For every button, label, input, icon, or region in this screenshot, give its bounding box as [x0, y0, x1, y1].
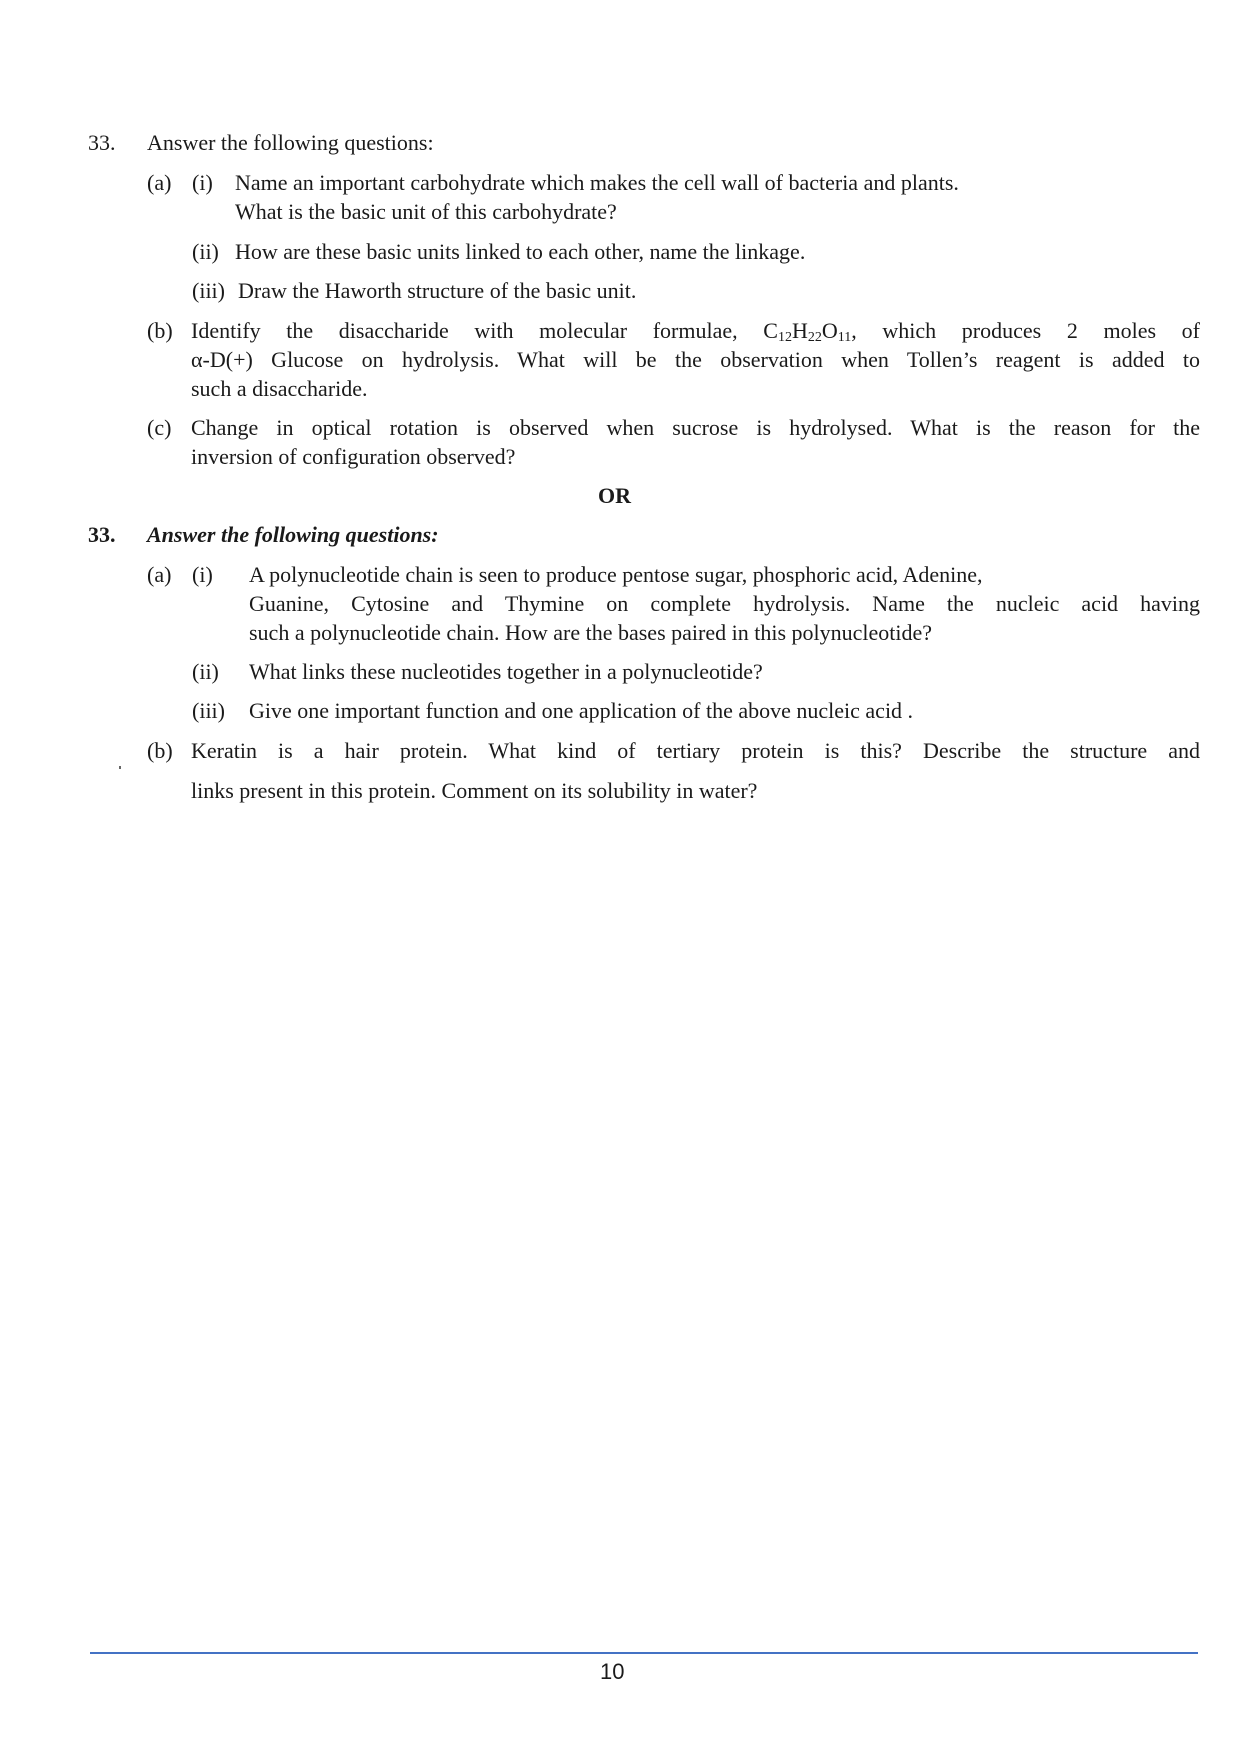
question-text: Name an important carbohydrate which makes the cell wall of bacteria and plants. — [235, 170, 959, 195]
question-text: Draw the Haworth structure of the basic unit. — [238, 278, 637, 303]
question-text: Guanine, Cytosine and Thymine on complete hydrolysis. Name the nucleic acid having — [249, 591, 1200, 616]
molecular-formula — [763, 318, 851, 343]
part-label: (b) — [147, 318, 173, 343]
part-label: (a) — [147, 562, 172, 587]
element-symbol: H — [791, 318, 808, 343]
element-symbol: O — [821, 318, 838, 343]
question-text: How are these basic units linked to each other, name the linkage. — [235, 239, 806, 264]
part-label: (a) — [147, 170, 172, 195]
subpart-label: (ii) — [192, 239, 219, 264]
question-text: inversion of configuration observed? — [191, 444, 516, 469]
question-text: links present in this protein. Comment on its solubility in water? — [191, 778, 758, 803]
subpart-label: (ii) — [192, 659, 219, 684]
subpart-label: (iii) — [192, 278, 225, 303]
question-text: What links these nucleotides together in a polynucleotide? — [249, 659, 763, 684]
question-text: What is the basic unit of this carbohydrate? — [235, 199, 617, 224]
part-label: (c) — [147, 415, 172, 440]
part-label: (b) — [147, 738, 173, 763]
stray-mark — [119, 766, 121, 769]
question-text: A polynucleotide chain is seen to produce pentose sugar, phosphoric acid, Adenine, — [249, 562, 983, 587]
question-text: Give one important function and one application of the above nucleic acid . — [249, 698, 914, 723]
subscript: 12 — [777, 330, 792, 345]
footer-rule — [90, 1652, 1198, 1654]
question-number: 33. — [88, 522, 116, 547]
text-run: , which produces 2 moles of — [851, 318, 1200, 343]
element-symbol: C — [763, 318, 778, 343]
question-text: such a disaccharide. — [191, 376, 368, 401]
question-number: 33. — [88, 130, 116, 155]
subpart-label: (i) — [192, 170, 213, 195]
question-text: Change in optical rotation is observed when sucrose is hydrolysed. What is the reason for the — [191, 415, 1200, 440]
question-text: α-D(+) Glucose on hydrolysis. What will be the observation when Tollen’s reagent is added to — [191, 347, 1200, 372]
subscript: 11 — [837, 330, 852, 345]
subpart-label: (iii) — [192, 698, 225, 723]
subscript: 22 — [807, 330, 822, 345]
page-number: 10 — [600, 1659, 625, 1684]
question-text: such a polynucleotide chain. How are the bases paired in this polynucleotide? — [249, 620, 933, 645]
question-heading: Answer the following questions: — [147, 522, 439, 547]
text-run: Identify the disaccharide with molecular formulae, — [191, 318, 738, 343]
subpart-label: (i) — [192, 562, 213, 587]
question-heading: Answer the following questions: — [147, 130, 434, 155]
question-text — [191, 316, 1200, 345]
or-separator: OR — [598, 483, 631, 508]
question-text: Keratin is a hair protein. What kind of tertiary protein is this? Describe the structure and — [191, 738, 1200, 763]
